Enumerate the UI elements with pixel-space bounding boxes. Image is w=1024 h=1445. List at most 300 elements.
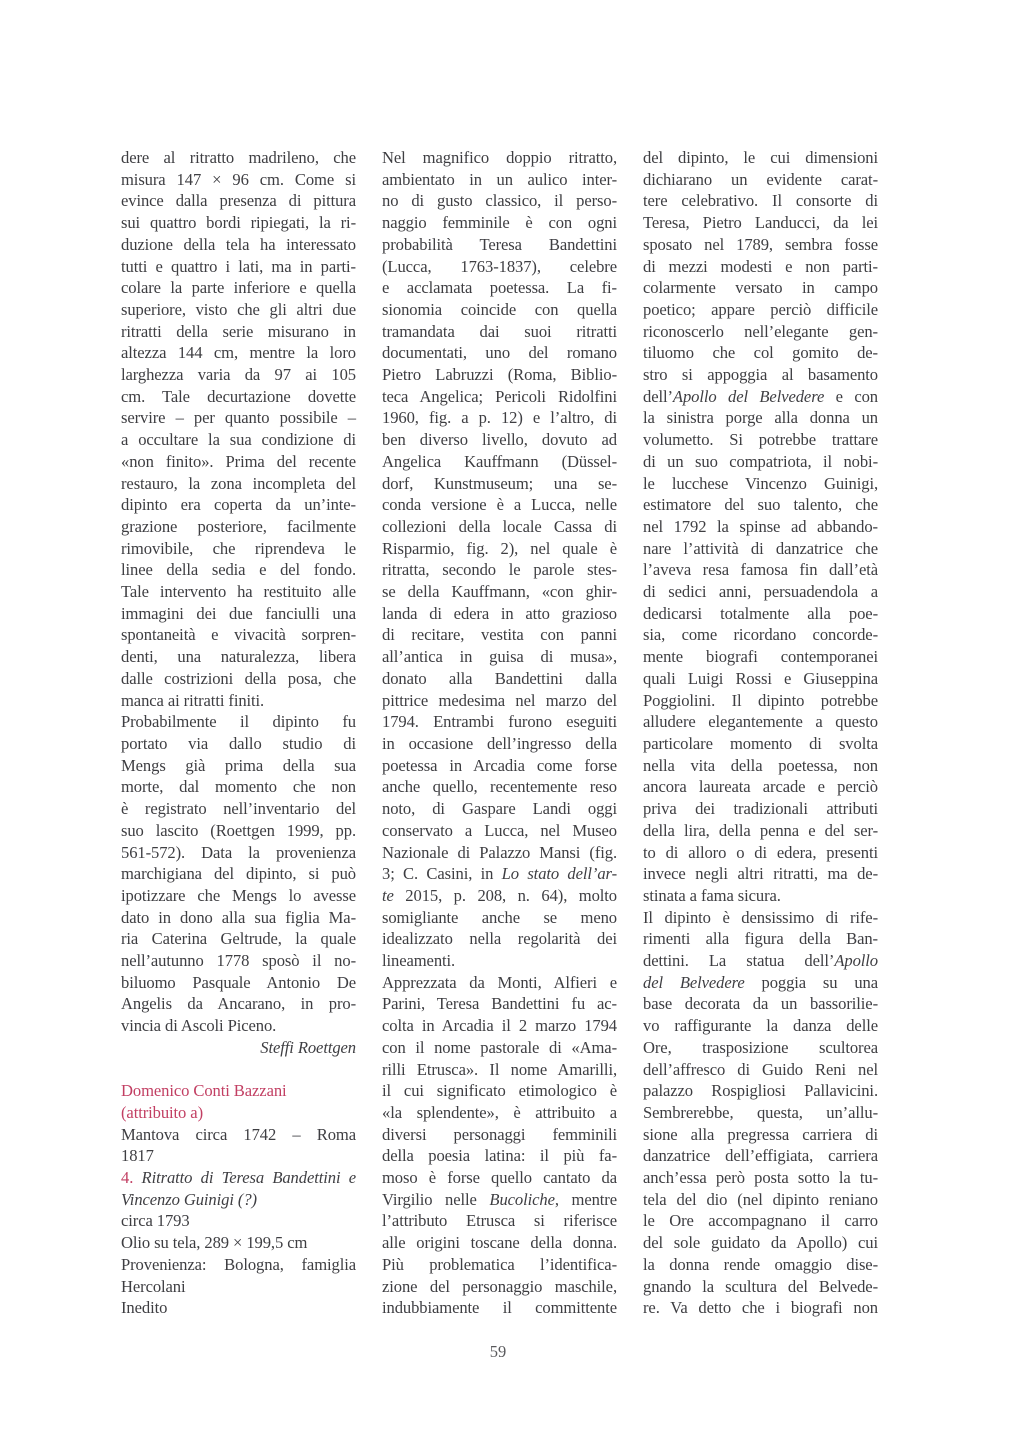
body-text: 2015, p. 208, n. 64), molto — [393, 885, 617, 905]
text-line — [643, 1015, 878, 1037]
text-line — [121, 972, 356, 994]
text-line — [643, 820, 878, 842]
body-text: probabilità Teresa Bandettini — [382, 234, 617, 254]
text-line — [121, 1297, 356, 1319]
body-text: naggio femminile è con ogni — [382, 213, 617, 233]
body-text: ancora laureata arcade e perciò — [643, 777, 878, 797]
text-line — [121, 147, 356, 169]
text-line — [382, 169, 617, 191]
text-line — [643, 516, 878, 538]
text-line — [382, 776, 617, 798]
text-line — [121, 776, 356, 798]
text-line — [643, 538, 878, 560]
body-text: Olio su tela, 289 × 199,5 cm — [121, 1233, 308, 1253]
body-text: colarmente versato in campo — [643, 278, 878, 298]
body-text: se della Kauffmann, «con ghir- — [382, 582, 617, 602]
body-text: a occultare la sua condizione di — [121, 430, 356, 450]
body-text: documentati, uno del romano — [382, 343, 617, 363]
body-text: sposato nel 1789, sembra fosse — [643, 234, 878, 254]
text-line — [382, 256, 617, 278]
body-text: circa 1793 — [121, 1211, 190, 1231]
body-text: sia, come ricordano concorde- — [643, 625, 878, 645]
body-text: suo lascito (Roettgen 1999, pp. — [121, 820, 356, 840]
text-line — [121, 494, 356, 516]
body-text: donato alla Bandettini dalla — [382, 668, 617, 688]
body-text: teca Angelica; Pericoli Ridolfini — [382, 386, 617, 406]
text-line — [121, 842, 356, 864]
text-line — [121, 429, 356, 451]
text-line — [382, 1276, 617, 1298]
body-text: all’antica in guisa di musa», — [382, 647, 617, 667]
body-text: la donna rende omaggio dise- — [643, 1254, 878, 1274]
text-line — [121, 1124, 356, 1146]
text-line — [121, 1037, 356, 1059]
body-text: to di alloro o di edera, presenti — [643, 842, 878, 862]
body-text: invece negli altri ritratti, ma de- — [643, 864, 878, 884]
text-line — [382, 972, 617, 994]
body-text: larghezza varia da 97 ai 105 — [121, 365, 356, 385]
text-line — [643, 1059, 878, 1081]
text-line — [643, 690, 878, 712]
body-text: nella vita della poetessa, non — [643, 755, 878, 775]
text-line — [382, 147, 617, 169]
text-line — [643, 1124, 878, 1146]
body-text: colta in Arcadia il 2 marzo 1794 — [382, 1016, 617, 1036]
body-text: restauro, la zona incompleta del — [121, 473, 356, 493]
text-line — [382, 798, 617, 820]
body-text: evince dalla presenza di pittura — [121, 191, 356, 211]
text-line — [382, 407, 617, 429]
text-line — [121, 1015, 356, 1037]
text-line — [382, 842, 617, 864]
body-text: in occasione dell’ingresso della — [382, 733, 617, 753]
body-text: Ore, trasposizione scultorea — [643, 1037, 878, 1057]
body-text: cm. Tale decurtazione dovette — [121, 386, 356, 406]
text-line — [382, 1210, 617, 1232]
body-text: landa di edera in atto grazioso — [382, 603, 617, 623]
text-line — [121, 299, 356, 321]
body-text: linee della sedia e del fondo. — [121, 560, 356, 580]
text-line — [382, 451, 617, 473]
text-line — [643, 1276, 878, 1298]
text-line — [121, 907, 356, 929]
body-text: Apprezzata da Monti, Alfieri e — [382, 972, 617, 992]
body-text: anche quello, recentemente reso — [382, 777, 617, 797]
text-line — [643, 711, 878, 733]
text-line — [382, 1080, 617, 1102]
text-line — [382, 885, 617, 907]
text-line — [121, 321, 356, 343]
text-line — [121, 928, 356, 950]
text-line — [382, 690, 617, 712]
text-line — [121, 451, 356, 473]
text-line — [382, 494, 617, 516]
body-text: dere al ritratto madrileno, che — [121, 148, 356, 167]
body-text: ipotizzare che Mengs lo avesse — [121, 885, 356, 905]
text-line — [121, 559, 356, 581]
body-text: idealizzato nella regolarità dei — [382, 929, 617, 949]
text-line — [382, 733, 617, 755]
text-line — [121, 624, 356, 646]
body-text: l’attributo Etrusca si riferisce — [382, 1211, 617, 1231]
body-text: del Belvedere — [643, 972, 745, 992]
text-line — [643, 386, 878, 408]
body-text: diversi personaggi femminili — [382, 1124, 617, 1144]
text-line — [121, 1080, 356, 1102]
body-text: pittrice medesima nel marzo del — [382, 690, 617, 710]
text-line — [382, 1254, 617, 1276]
body-text: misura 147 × 96 cm. Come si — [121, 169, 356, 189]
text-line — [121, 755, 356, 777]
text-line — [121, 711, 356, 733]
text-line — [643, 1145, 878, 1167]
text-line — [382, 538, 617, 560]
body-text: dorf, Kunstmuseum; una se- — [382, 473, 617, 493]
body-text: spontaneità e vivacità sorpren- — [121, 625, 356, 645]
text-line — [382, 950, 617, 972]
body-text: collezioni della locale Cassa di — [382, 516, 617, 536]
body-text: ritratta, secondo le parole stes- — [382, 560, 617, 580]
text-line — [382, 473, 617, 495]
text-line — [121, 1276, 356, 1298]
body-text: del sole guidato da Apollo) cui — [643, 1233, 878, 1253]
text-line — [643, 1254, 878, 1276]
text-line — [643, 473, 878, 495]
text-line — [121, 407, 356, 429]
text-line — [643, 733, 878, 755]
text-line — [121, 820, 356, 842]
body-text: le Ore accompagnano il carro — [643, 1211, 878, 1231]
body-text: dell’ — [643, 386, 673, 406]
body-text: danzatrice dell’effigiata, carriera — [643, 1146, 878, 1166]
body-text: Nazionale di Palazzo Mansi (fig. — [382, 842, 617, 862]
body-text: nel 1792 la spinse ad abbando- — [643, 516, 878, 536]
body-text: Angelica Kauffmann (Düssel- — [382, 451, 617, 471]
body-text: e con — [824, 386, 878, 406]
body-text: ritratti della serie misurano in — [121, 321, 356, 341]
body-text: Steffi Roettgen — [260, 1037, 356, 1057]
body-text: di un suo compatriota, il nobi- — [643, 451, 878, 471]
body-text: altezza 144 cm, mentre la loro — [121, 343, 356, 363]
text-line — [382, 321, 617, 343]
body-text: Parini, Teresa Bandettini fu ac- — [382, 994, 617, 1014]
body-text: con il nome pastorale di «Ama- — [382, 1037, 617, 1057]
body-text: Virgilio nelle — [382, 1189, 490, 1209]
text-line — [121, 603, 356, 625]
text-line — [382, 429, 617, 451]
body-text: Sembrerebbe, questa, un’allu- — [643, 1102, 878, 1122]
body-text: morte, dal momento che non — [121, 777, 356, 797]
text-line — [121, 256, 356, 278]
text-line — [643, 776, 878, 798]
text-line — [382, 1102, 617, 1124]
text-line — [643, 277, 878, 299]
text-line — [643, 299, 878, 321]
body-text: rimenti alla figura della Ban- — [643, 929, 878, 949]
text-line — [643, 863, 878, 885]
body-text: le lucchese Vincenzo Guinigi, — [643, 473, 878, 493]
body-text: gnando la scultura del Belvede- — [643, 1276, 878, 1296]
body-text: dichiarano un evidente carat- — [643, 169, 878, 189]
body-text: Bucoliche — [489, 1189, 555, 1209]
text-line — [382, 1059, 617, 1081]
text-line — [643, 1080, 878, 1102]
text-columns — [121, 147, 878, 1319]
body-text: ria Caterina Geltrude, la quale — [121, 929, 356, 949]
body-text: colare la parte inferiore e quella — [121, 278, 356, 298]
text-line — [643, 1189, 878, 1211]
body-text: è registrato nell’inventario del — [121, 799, 356, 819]
text-line — [643, 972, 878, 994]
text-line — [382, 711, 617, 733]
text-line — [382, 1232, 617, 1254]
body-text: tiluomo che col gomito de- — [643, 343, 878, 363]
text-line — [643, 907, 878, 929]
body-text: zione del personaggio maschile, — [382, 1276, 617, 1296]
body-text: biluomo Pasquale Antonio De — [121, 972, 356, 992]
body-text: Poggiolini. Il dipinto potrebbe — [643, 690, 878, 710]
text-line — [382, 342, 617, 364]
text-line — [382, 1189, 617, 1211]
body-text: stinata a fama sicura. — [643, 885, 781, 905]
text-line — [121, 690, 356, 712]
body-text: di mezzi modesti e non parti- — [643, 256, 878, 276]
body-text: marchigiana del dipinto, si può — [121, 864, 356, 884]
body-text: conservato a Lucca, nel Museo — [382, 820, 617, 840]
column-3 — [643, 147, 878, 1319]
text-line — [121, 1102, 356, 1124]
text-line — [382, 386, 617, 408]
text-line — [382, 603, 617, 625]
body-text: manca ai ritratti finiti. — [121, 690, 265, 710]
text-line — [643, 950, 878, 972]
text-line — [643, 842, 878, 864]
body-text: dato in dono alla sua figlia Ma- — [121, 907, 356, 927]
text-line — [121, 190, 356, 212]
text-line — [121, 993, 356, 1015]
text-line — [643, 798, 878, 820]
body-text: palazzo Rospigliosi Pallavicini. — [643, 1081, 878, 1101]
body-text: te — [382, 885, 394, 905]
body-text: Probabilmente il dipinto fu — [121, 712, 356, 732]
text-line — [121, 538, 356, 560]
body-text: Ritratto di Teresa Bandettini e — [141, 1168, 356, 1188]
text-line — [382, 1297, 617, 1319]
text-line — [643, 646, 878, 668]
text-line — [382, 364, 617, 386]
body-text: 1960, fig. a p. 12) e l’altro, di — [382, 408, 617, 428]
page-number: 59 — [489, 1342, 507, 1361]
body-text: anch’essa però posta sotto la tu- — [643, 1168, 878, 1188]
body-text: vincia di Ascoli Piceno. — [121, 1016, 277, 1036]
body-text: grazione posteriore, facilmente — [121, 516, 356, 536]
text-line — [643, 1167, 878, 1189]
body-text: di recitare, vestita con panni — [382, 625, 617, 645]
body-text: noto, di Gaspare Landi oggi — [382, 799, 617, 819]
body-text: della poesia latina: il più fa- — [382, 1146, 617, 1166]
body-text: volumetto. Si potrebbe trattare — [643, 430, 878, 450]
body-text: Il dipinto è densissimo di rife- — [643, 907, 878, 927]
text-line — [643, 321, 878, 343]
text-line — [643, 212, 878, 234]
body-text: del dipinto, le cui dimensioni — [643, 148, 878, 167]
text-line — [121, 950, 356, 972]
body-text: somigliante anche se meno — [382, 907, 617, 927]
text-line — [121, 1210, 356, 1232]
body-text: poggia su una — [744, 972, 878, 992]
body-text: 1794. Entrambi furono eseguiti — [382, 712, 617, 732]
body-text: portato via dallo studio di — [121, 733, 356, 753]
body-text: alle origini toscane della donna. — [382, 1233, 617, 1253]
body-text: denti, una naturalezza, libera — [121, 647, 356, 667]
text-line — [643, 342, 878, 364]
text-line — [643, 624, 878, 646]
text-line — [643, 559, 878, 581]
body-text: indubbiamente il committente — [382, 1298, 617, 1318]
text-line — [121, 342, 356, 364]
text-line — [382, 993, 617, 1015]
text-line — [121, 733, 356, 755]
body-text: Mengs già prima della sua — [121, 755, 356, 775]
body-text: sui quattro bordi ripiegati, la ri- — [121, 213, 356, 233]
text-line — [121, 364, 356, 386]
body-text: e acclamata poetessa. La fi- — [382, 278, 617, 298]
text-line — [121, 234, 356, 256]
body-text: ambientato in un aulico inter- — [382, 169, 617, 189]
body-text: 1817 — [121, 1146, 154, 1166]
body-text: nare l’attività di danzatrice che — [643, 538, 878, 558]
text-line — [643, 169, 878, 191]
text-line — [382, 863, 617, 885]
body-text: ben diverso livello, dovuto ad — [382, 430, 617, 450]
body-text: della lira, della penna e del ser- — [643, 820, 878, 840]
body-text: mente biografi contemporanei — [643, 647, 878, 667]
text-line — [382, 516, 617, 538]
body-text: tela del dio (nel dipinto reniano — [643, 1189, 878, 1209]
text-line — [121, 1059, 356, 1081]
text-line — [643, 928, 878, 950]
text-line — [382, 928, 617, 950]
body-text: Pietro Labruzzi (Roma, Biblio- — [382, 365, 617, 385]
body-text: tramandata dai suoi ritratti — [382, 321, 617, 341]
text-line — [382, 559, 617, 581]
body-text: (Lucca, 1763-1837), celebre — [382, 256, 617, 276]
body-text: superiore, visto che gli altri due — [121, 299, 356, 319]
text-line — [643, 364, 878, 386]
text-line — [382, 299, 617, 321]
body-text: Mantova circa 1742 – Roma — [121, 1124, 356, 1144]
body-text: no di gusto classico, il perso- — [382, 191, 617, 211]
column-1 — [121, 147, 356, 1319]
text-line — [643, 494, 878, 516]
text-line — [121, 1232, 356, 1254]
body-text: stro si appoggia al basamento — [643, 365, 878, 385]
text-line — [382, 820, 617, 842]
body-text: Lo stato dell’ar- — [501, 864, 617, 884]
text-line — [121, 863, 356, 885]
body-text: duzione della tela ha interessato — [121, 234, 356, 254]
text-line — [121, 1189, 356, 1211]
text-line — [121, 277, 356, 299]
text-line — [382, 277, 617, 299]
body-text: Provenienza: Bologna, famiglia — [121, 1254, 356, 1274]
text-line — [382, 1167, 617, 1189]
text-line — [382, 668, 617, 690]
body-text: , mentre — [554, 1189, 617, 1209]
body-text: l’aveva resa famosa fin dall’età — [643, 560, 878, 580]
column-2 — [382, 147, 617, 1319]
body-text: 561-572). Data la provenienza — [121, 842, 356, 862]
body-text: servire – per quanto possibile – — [121, 408, 356, 428]
text-line — [643, 581, 878, 603]
text-line — [382, 1015, 617, 1037]
catalog-heading-text: 4. — [121, 1168, 142, 1188]
text-line — [382, 646, 617, 668]
text-line — [643, 147, 878, 169]
text-line — [643, 1037, 878, 1059]
body-text: immagini dei due fanciulli una — [121, 603, 356, 623]
text-line — [643, 993, 878, 1015]
text-line — [643, 668, 878, 690]
body-text: 3; C. Casini, in — [382, 864, 502, 884]
text-line — [382, 1124, 617, 1146]
body-text: vo raffigurante la danza delle — [643, 1016, 878, 1036]
text-line — [643, 429, 878, 451]
body-text: Hercolani — [121, 1276, 186, 1296]
body-text: dedicarsi totalmente alla poe- — [643, 603, 878, 623]
text-line — [382, 755, 617, 777]
body-text: conda versione è a Lucca, nelle — [382, 495, 617, 515]
text-line — [121, 212, 356, 234]
body-text: dell’affresco di Guido Reni nel — [643, 1059, 878, 1079]
text-line — [121, 646, 356, 668]
body-text: lineamenti. — [382, 951, 456, 971]
body-text: sione alla pregressa carriera di — [643, 1124, 878, 1144]
catalog-heading-text: (attribuito a) — [121, 1102, 203, 1122]
text-line — [643, 256, 878, 278]
text-line — [643, 407, 878, 429]
body-text: particolare momento di svolta — [643, 733, 878, 753]
text-line — [643, 885, 878, 907]
text-line — [121, 798, 356, 820]
text-line — [382, 1037, 617, 1059]
body-text: poetico; appare perciò difficile — [643, 299, 878, 319]
body-text: quali Luigi Rossi e Giuseppina — [643, 668, 878, 688]
text-line — [121, 473, 356, 495]
body-text: il cui significato etimologico è — [382, 1081, 617, 1101]
body-text: Apollo — [834, 951, 878, 971]
body-text: la sinistra porge alla donna un — [643, 408, 878, 428]
body-text: rimovibile, che riprendeva le — [121, 538, 356, 558]
text-line — [382, 212, 617, 234]
text-line — [382, 1145, 617, 1167]
text-line — [643, 603, 878, 625]
text-line — [121, 668, 356, 690]
text-line — [382, 907, 617, 929]
body-text: re. Va detto che i biografi non — [643, 1298, 878, 1318]
body-text: Vincenzo Guinigi (?) — [121, 1189, 257, 1209]
body-text: «la splendente», è attribuito a — [382, 1102, 617, 1122]
body-text: Teresa, Pietro Landucci, da lei — [643, 213, 878, 233]
body-text: di sedici anni, persuadendola a — [643, 582, 878, 602]
body-text: base decorata da un bassorilie- — [643, 994, 878, 1014]
text-line — [121, 1254, 356, 1276]
text-line — [382, 624, 617, 646]
body-text: «non finito». Prima del recente — [121, 451, 356, 471]
body-text: Inedito — [121, 1298, 168, 1318]
text-line — [121, 386, 356, 408]
body-text: dalle costrizioni della posa, che — [121, 668, 356, 688]
